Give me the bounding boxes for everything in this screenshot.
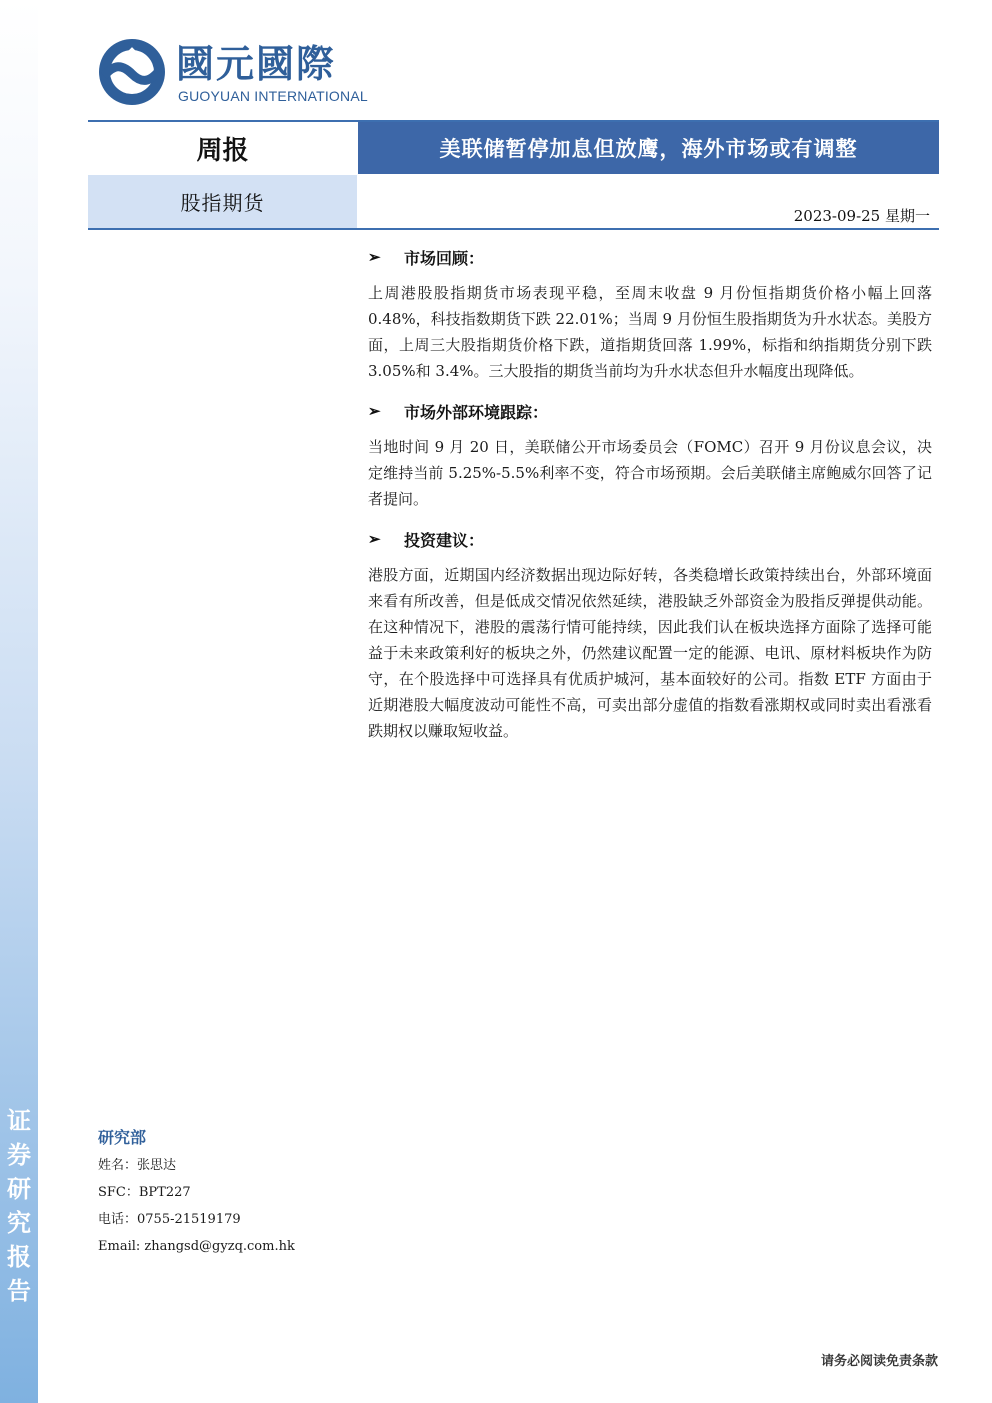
section-heading xyxy=(368,240,932,274)
section-body: 港股方面，近期国内经济数据出现边际好转，各类稳增长政策持续出台，外部环境面来看有所改善，但是低成交情况依然延续，港股缺乏外部资金为股指反弹提供动能。在这种情况下，港股的震荡行情可能持续，因此我们认在板块选择方面除了选择可能益于未来政策利好的板块之外，仍然建议配置一定的能源、电讯、原材料板块作为防守，在个股选择中可选择具有优质护城河，基本面较好的公司。指数 ETF 方面由于近期港股大幅度波动可能性不高，可卖出部分虚值的指数看涨期权或同时卖出看涨看跌期权以赚取短收益。 xyxy=(368,566,932,740)
disclaimer-note: 请务必阅读免责条款 xyxy=(820,1354,938,1369)
section-body: 上周港股股指期货市场表现平稳，至周末收盘 9 月份恒指期货价格小幅上回落 0.48%，科技指数期货下跌 22.01%；当周 9 月份恒生股指期货为升水状态。美股方面，上周三大股指期货价格下跌，道指期货回落 1.99%，标指和纳指期货分别下跌 3.05%和 3.4%。三大股指的期货当前均为升水状态但升水幅度出现降低。 xyxy=(368,284,932,380)
section-market-review xyxy=(368,240,932,384)
report-date: 2023-09-25 星期一 xyxy=(793,207,930,225)
logo-chinese-name: 國元國際 xyxy=(176,42,337,86)
contact-department: 研究部 xyxy=(98,1128,147,1147)
section-investment-advice xyxy=(368,522,932,744)
logo-english-name: GUOYUAN INTERNATIONAL xyxy=(178,88,368,104)
analyst-contact xyxy=(98,1124,358,1260)
contact-phone: 电话：0755-21519179 xyxy=(98,1212,241,1227)
contact-name: 姓名：张思达 xyxy=(98,1158,177,1173)
contact-sfc: SFC：BPT227 xyxy=(98,1185,191,1200)
section-heading xyxy=(368,394,932,428)
logo-mark-icon xyxy=(96,36,168,108)
section-external-environment xyxy=(368,394,932,512)
section-heading-text: 市场回顾： xyxy=(404,248,485,268)
section-heading-text: 市场外部环境跟踪： xyxy=(404,402,549,422)
side-vertical-label: 证券研究报告 xyxy=(7,1106,31,1305)
section-body: 当地时间 9 月 20 日，美联储公开市场委员会（FOMC）召开 9 月份议息会议，决定维持当前 5.25%-5.5%利率不变，符合市场预期。会后美联储主席鲍威尔回答了记者提问。 xyxy=(368,438,932,508)
contact-email[interactable]: Email: zhangsd@gyzq.com.hk xyxy=(98,1239,295,1254)
report-category: 股指期货 xyxy=(88,175,357,228)
arrow-bullet-icon: ➢ xyxy=(368,402,381,420)
section-heading xyxy=(368,522,932,556)
company-logo xyxy=(96,36,366,112)
arrow-bullet-icon: ➢ xyxy=(368,530,381,548)
header-bottom-rule xyxy=(88,228,939,230)
report-type: 周报 xyxy=(88,122,357,174)
main-content xyxy=(368,240,932,754)
report-title: 美联储暂停加息但放鹰，海外市场或有调整 xyxy=(358,122,939,174)
section-heading-text: 投资建议： xyxy=(404,530,485,550)
arrow-bullet-icon: ➢ xyxy=(368,248,381,266)
